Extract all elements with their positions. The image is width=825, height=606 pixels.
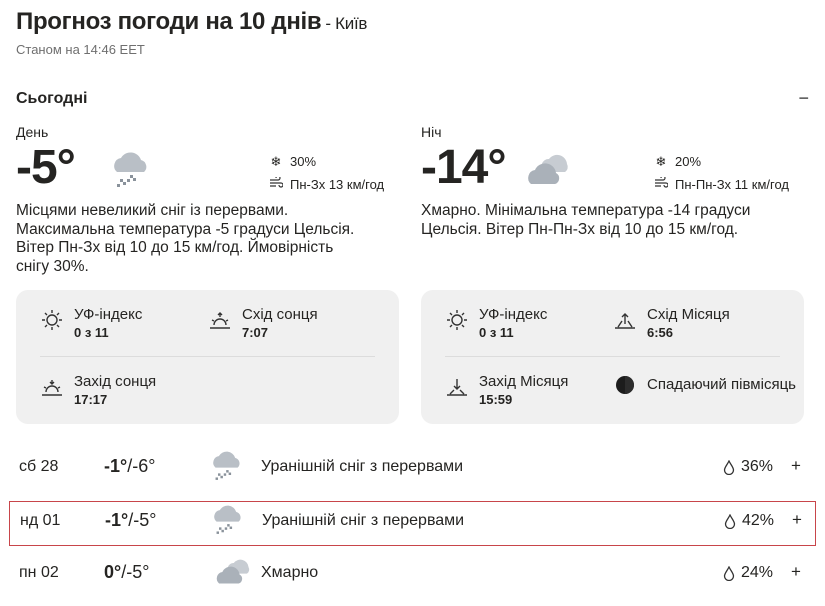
row-low: /-5°: [128, 510, 157, 530]
uv-label: УФ-індекс: [479, 306, 548, 323]
night-details-card: [421, 290, 804, 424]
moon-phase-info: [613, 373, 796, 397]
sunset-value: 17:17: [74, 392, 108, 407]
row-temperature: [104, 456, 155, 477]
forecast-row-selected[interactable]: [9, 501, 816, 546]
night-label: Ніч: [421, 124, 442, 140]
today-section-header: [16, 90, 809, 112]
row-precip-value: 36%: [741, 458, 774, 475]
wind-icon: [268, 173, 284, 196]
moon-phase-icon: [613, 373, 637, 397]
city-name: - Київ: [325, 14, 368, 33]
day-description: Місцями невеликий сніг із перервами. Максимальна температура -5 градуси Цельсія. Вітер Пн-Зх від 10 до 15 км/год. Ймовірність снігу 30%.: [16, 202, 355, 275]
row-temperature: [105, 510, 156, 531]
day-forecast: [16, 124, 401, 276]
drop-icon: [724, 514, 736, 529]
day-label: День: [16, 124, 49, 140]
row-precip: [723, 458, 773, 476]
row-date: нд 01: [20, 512, 61, 529]
moonrise-value: 6:56: [647, 325, 674, 340]
sunrise-label: Схід сонця: [242, 306, 318, 323]
row-low: /-5°: [121, 562, 150, 582]
drop-icon: [723, 460, 735, 475]
expand-button[interactable]: +: [792, 510, 802, 529]
sunset-icon: [40, 375, 64, 399]
cloudy-icon: [525, 148, 571, 192]
sunrise-info: [208, 306, 318, 341]
forecast-row[interactable]: [9, 446, 816, 491]
sun-icon: [445, 308, 469, 332]
moonrise-icon: [613, 308, 637, 332]
sun-icon: [40, 308, 64, 332]
day-precip: 30%: [290, 154, 317, 169]
uv-value: 0 з 11: [479, 325, 514, 340]
page-title: [16, 8, 367, 36]
moonset-info: [445, 373, 568, 408]
moonset-label: Захід Місяця: [479, 373, 569, 390]
row-condition: Хмарно: [261, 564, 319, 581]
row-low: /-6°: [127, 456, 156, 476]
card-divider: [40, 356, 375, 357]
expand-button[interactable]: +: [791, 456, 801, 475]
moon-phase-label: Спадаючий півмісяць: [647, 376, 796, 393]
snow-cloud-icon: [207, 448, 247, 484]
expand-button[interactable]: +: [791, 562, 801, 581]
wind-icon: [653, 173, 669, 196]
forecast-row[interactable]: [9, 552, 816, 597]
uv-value: 0 з 11: [74, 325, 109, 340]
moonset-icon: [445, 375, 469, 399]
title-text: Прогноз погоди на 10 днів: [16, 8, 322, 35]
snowflake-icon: ❄: [655, 154, 667, 169]
row-precip-value: 24%: [741, 564, 774, 581]
night-temperature: -14°: [421, 141, 506, 194]
sunrise-value: 7:07: [242, 325, 269, 340]
collapse-button[interactable]: −: [798, 88, 809, 108]
row-precip: [724, 512, 774, 530]
day-details-card: [16, 290, 399, 424]
uv-index-night: [445, 306, 547, 341]
snowflake-icon: ❄: [270, 154, 282, 169]
as-of-time: Станом на 14:46 EET: [16, 42, 145, 57]
night-precip: 20%: [675, 154, 702, 169]
row-high: -1°: [105, 510, 129, 530]
row-date: пн 02: [19, 564, 59, 581]
night-wind: Пн-Пн-Зх 11 км/год: [675, 177, 789, 192]
cloudy-icon: [213, 554, 253, 590]
snow-cloud-icon: [108, 148, 154, 192]
moonrise-info: [613, 306, 730, 341]
row-high: 0°: [104, 562, 122, 582]
drop-icon: [723, 566, 735, 581]
uv-label: УФ-індекс: [74, 306, 143, 323]
sunset-info: [40, 373, 156, 408]
moonrise-label: Схід Місяця: [647, 306, 730, 323]
uv-index-day: [40, 306, 142, 341]
snow-cloud-icon: [208, 502, 248, 538]
night-description: Хмарно. Мінімальна температура -14 градуси Цельсія. Вітер Пн-Пн-Зх від 10 до 15 км/год.: [421, 202, 751, 238]
row-high: -1°: [104, 456, 128, 476]
sunrise-icon: [208, 308, 232, 332]
night-meta: [653, 150, 789, 196]
row-temperature: [104, 562, 149, 583]
row-precip: [723, 564, 773, 582]
page-header: [16, 8, 367, 57]
moonset-value: 15:59: [479, 392, 513, 407]
day-meta: [268, 150, 384, 196]
row-precip-value: 42%: [742, 512, 775, 529]
row-condition: Уранішній сніг з перервами: [261, 458, 464, 475]
row-date: сб 28: [19, 458, 59, 475]
sunset-label: Захід сонця: [74, 373, 157, 390]
row-condition: Уранішній сніг з перервами: [262, 512, 465, 529]
day-temperature: -5°: [16, 141, 75, 194]
day-wind: Пн-Зх 13 км/год: [290, 177, 385, 192]
card-divider: [445, 356, 780, 357]
today-heading: Сьогодні: [16, 90, 88, 107]
night-forecast: [421, 124, 806, 239]
